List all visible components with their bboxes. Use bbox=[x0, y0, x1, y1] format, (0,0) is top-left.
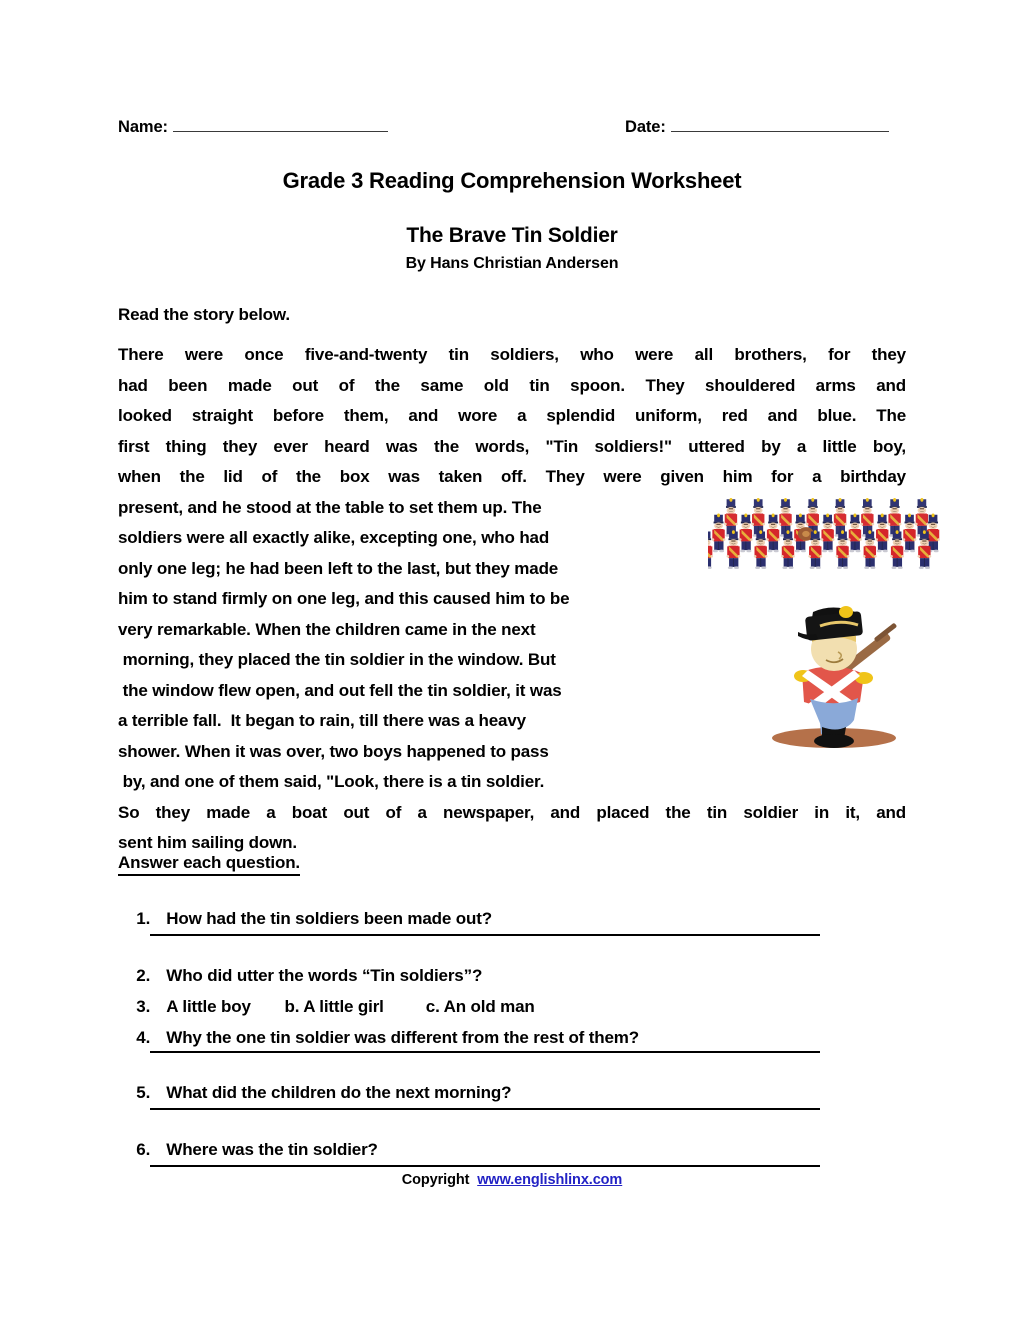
question-row-4 bbox=[118, 1008, 908, 1068]
question-number: 2. bbox=[136, 966, 151, 985]
question-number: 4. bbox=[136, 1028, 151, 1047]
story-author: By Hans Christian Andersen bbox=[405, 255, 619, 272]
question-number: 5. bbox=[136, 1083, 151, 1102]
story-line: when the lid of the box was taken off. They were given him for a birthday bbox=[118, 467, 906, 486]
story-title: The Brave Tin Soldier bbox=[406, 224, 618, 247]
question-text: Where was the tin soldier? bbox=[166, 1140, 378, 1159]
question-text: Why the one tin soldier was different from the rest of them? bbox=[166, 1028, 640, 1047]
answer-line-1[interactable] bbox=[150, 934, 820, 936]
question-choices[interactable]: A little boy b. A little girl c. An old man bbox=[166, 997, 535, 1016]
date-label: Date: bbox=[625, 118, 666, 136]
question-number: 6. bbox=[136, 1140, 151, 1159]
answer-line-2[interactable] bbox=[150, 1051, 820, 1053]
story-line: sent him sailing down. bbox=[118, 833, 297, 852]
story-line: shower. When it was over, two boys happened to pass bbox=[118, 741, 549, 761]
englishlinx-link[interactable]: www.englishlinx.com bbox=[477, 1172, 623, 1188]
story-line: morning, they placed the tin soldier in the window. But bbox=[118, 650, 556, 669]
name-label: Name: bbox=[118, 118, 168, 136]
story-line: by, and one of them said, "Look, there is a tin soldier. bbox=[118, 772, 545, 791]
story-line: There were once five-and-twenty tin soldiers, who were all brothers, for they bbox=[118, 345, 906, 364]
story-line: present, and he stood at the table to set them up. The bbox=[118, 497, 542, 517]
name-write-line[interactable] bbox=[173, 118, 388, 132]
one-legged-soldier-image bbox=[742, 606, 922, 754]
date-field[interactable] bbox=[625, 118, 889, 137]
read-instruction: Read the story below. bbox=[118, 305, 290, 324]
name-field[interactable] bbox=[118, 118, 388, 137]
answer-line-4[interactable] bbox=[150, 1165, 820, 1167]
question-row-1 bbox=[118, 889, 908, 949]
story-line: So they made a boat out of a newspaper, and placed the tin soldier in it, and bbox=[118, 802, 906, 822]
answer-line-3[interactable] bbox=[150, 1108, 820, 1110]
story-line: first thing they ever heard was the words, "Tin soldiers!" uttered by a little boy, bbox=[118, 436, 906, 456]
copyright-label: Copyright bbox=[401, 1172, 470, 1188]
answer-section-heading: Answer each question. bbox=[118, 853, 300, 876]
story-line: soldiers were all exactly alike, excepting one, who had bbox=[118, 528, 550, 547]
tin-soldier-array-image bbox=[708, 498, 948, 602]
question-text: What did the children do the next morning? bbox=[166, 1083, 512, 1102]
question-number: 1. bbox=[136, 909, 151, 928]
story-line: very remarkable. When the children came in the next bbox=[118, 619, 536, 639]
name-date-row bbox=[118, 118, 906, 144]
story-line: looked straight before them, and wore a splendid uniform, red and blue. The bbox=[118, 406, 906, 425]
question-row-6 bbox=[118, 1120, 908, 1180]
question-text: How had the tin soldiers been made out? bbox=[166, 909, 492, 928]
story-line: a terrible fall. It began to rain, till there was a heavy bbox=[118, 711, 526, 730]
question-number: 3. bbox=[136, 997, 151, 1016]
question-text: Who did utter the words “Tin soldiers”? bbox=[166, 966, 483, 985]
date-write-line[interactable] bbox=[671, 118, 889, 132]
story-line: only one leg; he had been left to the last, but they made bbox=[118, 558, 559, 578]
worksheet-title: Grade 3 Reading Comprehension Worksheet bbox=[282, 168, 742, 193]
story-line: had been made out of the same old tin spoon. They shouldered arms and bbox=[118, 375, 906, 395]
footer bbox=[0, 1172, 1024, 1188]
story-line: him to stand firmly on one leg, and this caused him to be bbox=[118, 589, 570, 608]
question-row-5 bbox=[118, 1063, 908, 1123]
story-line: the window flew open, and out fell the tin soldier, it was bbox=[118, 680, 562, 700]
